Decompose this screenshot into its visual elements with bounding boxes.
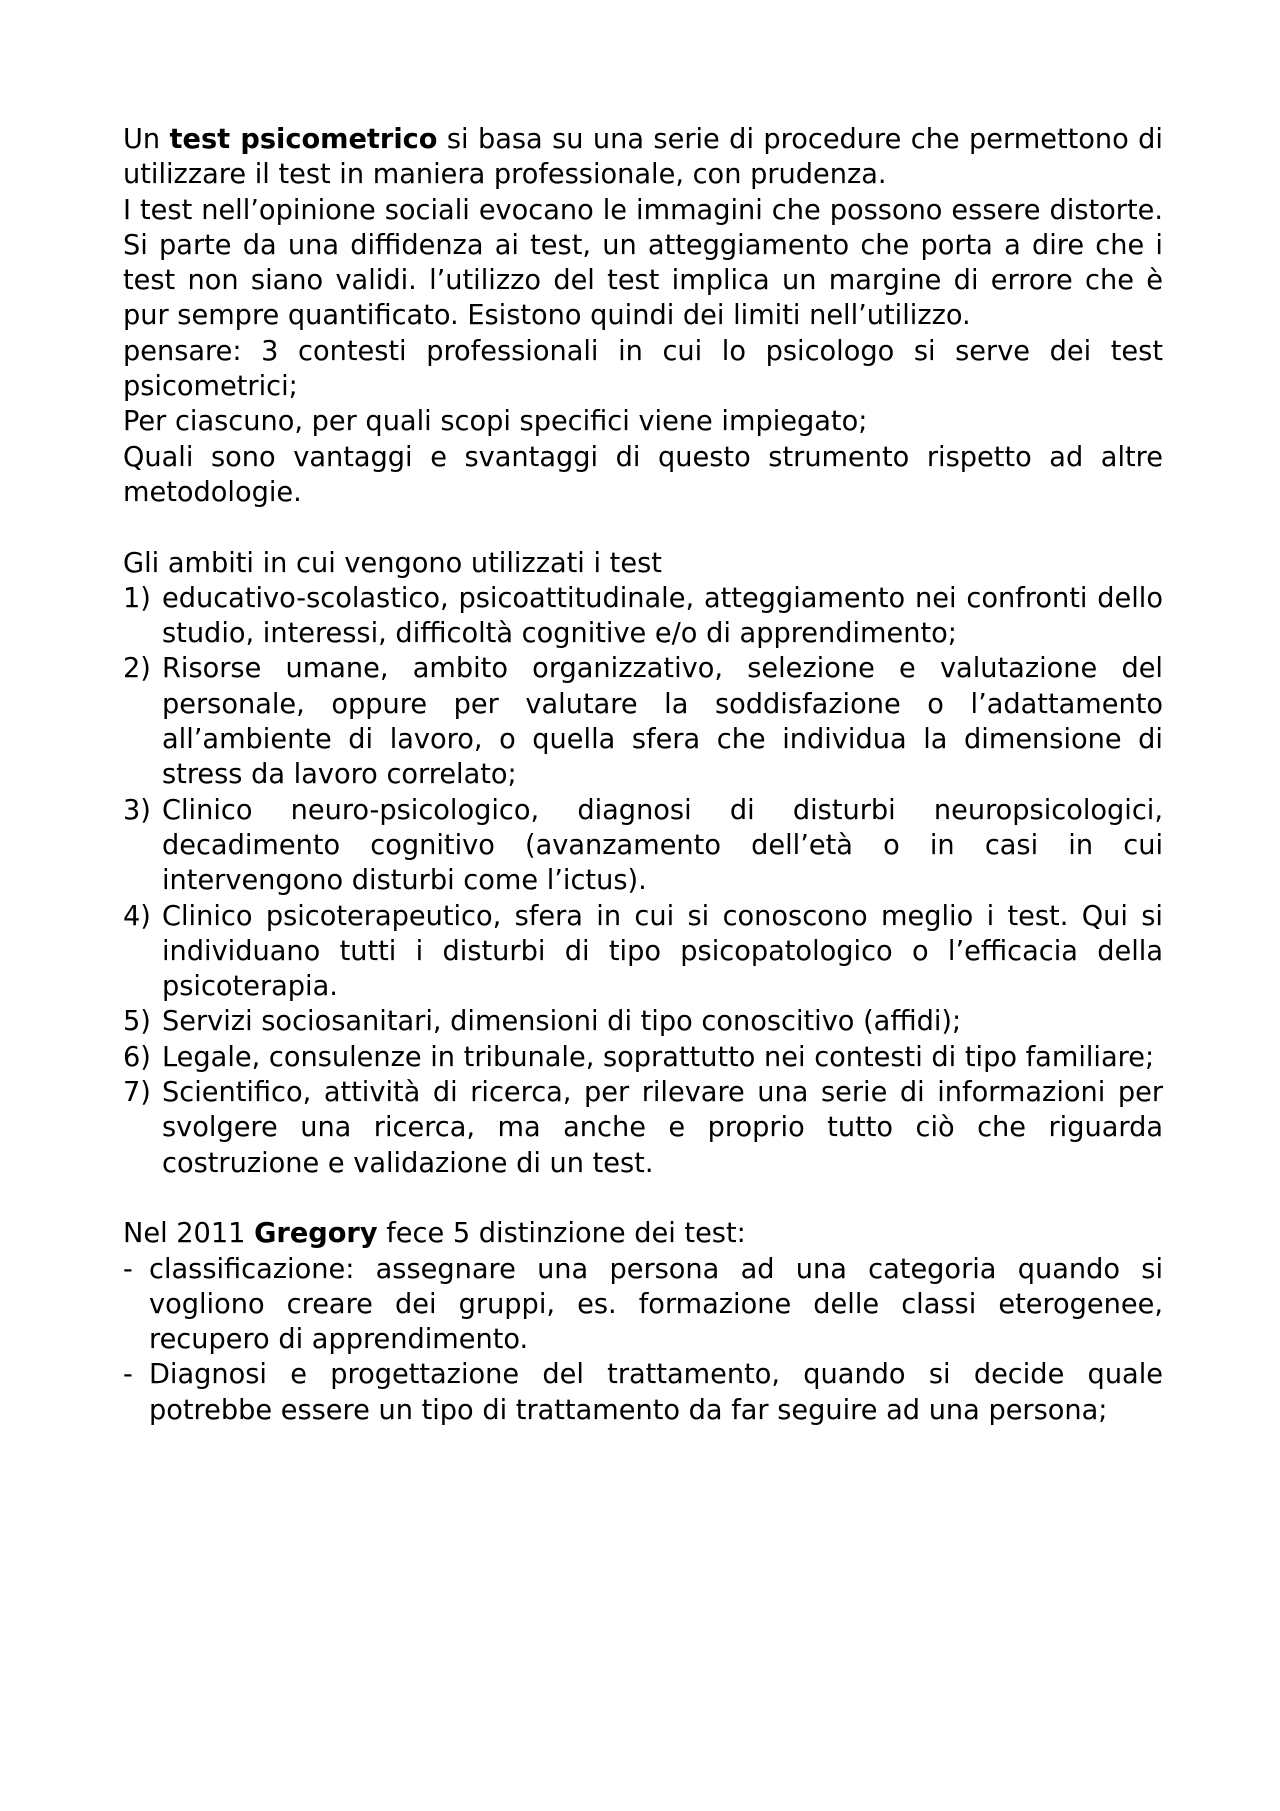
list-bullet: -	[123, 1359, 133, 1391]
list-number: 1)	[123, 582, 151, 614]
list-item	[123, 1040, 1163, 1075]
list-item	[123, 899, 1163, 1005]
spacer	[123, 1181, 1163, 1216]
list-text: educativo-scolastico, psicoattitudinale, atteggiamento nei confronti dello studio, interessi, difficoltà cognitive e/o di apprendimento;	[162, 582, 1163, 650]
intro-lead-word: Un	[123, 124, 161, 155]
gregory-suffix: fece 5 distinzione dei test:	[386, 1218, 746, 1250]
gregory-name: Gregory	[254, 1218, 378, 1250]
intro-bold-term: test psicometrico	[169, 124, 438, 155]
list-number: 3)	[123, 794, 151, 826]
list-text: Clinico neuro-psicologico, diagnosi di disturbi neuropsicologici, decadimento cognitivo (avanzamento dell’età o in casi in cui intervengono disturbi come l’ictus).	[162, 794, 1163, 897]
list-item	[123, 581, 1163, 652]
gregory-heading	[123, 1216, 1163, 1251]
gregory-prefix: Nel 2011	[123, 1218, 246, 1250]
list-item	[123, 1004, 1163, 1039]
question-3: Quali sono vantaggi e svantaggi di questo strumento rispetto ad altre metodologie.	[123, 441, 1163, 508]
spacer	[123, 510, 1163, 545]
list-text: classificazione: assegnare una persona ad una categoria quando si vogliono creare dei gruppi, es. formazione delle classi eterogenee, recupero di apprendimento.	[149, 1253, 1163, 1356]
ambiti-heading: Gli ambiti in cui vengono utilizzati i test	[123, 547, 662, 579]
list-text: Scientifico, attività di ricerca, per rilevare una serie di informazioni per svolgere una ricerca, ma anche e proprio tutto ciò che riguarda costruzione e validazione di un test.	[162, 1077, 1163, 1179]
gregory-list	[123, 1252, 1163, 1428]
question-2: Per ciascuno, per quali scopi specifici viene impiegato;	[123, 406, 868, 438]
list-text: Diagnosi e progettazione del trattamento, quando si decide quale potrebbe essere un tipo di trattamento da far seguire ad una persona;	[149, 1359, 1163, 1426]
list-text: Risorse umane, ambito organizzativo, selezione e valutazione del personale, oppure per valutare la soddisfazione o l’adattamento all’ambiente di lavoro, o quella sfera che individua la dimensione di stress da lavoro correlato;	[162, 653, 1163, 791]
list-text: Legale, consulenze in tribunale, soprattutto nei contesti di tipo familiare;	[162, 1041, 1155, 1073]
ambiti-list	[123, 581, 1163, 1181]
list-text: Clinico psicoterapeutico, sfera in cui si conoscono meglio i test. Qui si individuano tutti i disturbi di tipo psicopatologico o l’efficacia della psicoterapia.	[162, 900, 1163, 1003]
intro-paragraph	[123, 122, 1163, 193]
list-number: 2)	[123, 653, 151, 685]
opinion-paragraph: I test nell’opinione sociali evocano le immagini che possono essere distorte. Si parte da una diffidenza ai test, un atteggiamento che porta a dire che i test non siano validi. l’utilizzo del test implica un margine di errore che è pur sempre quantificato. Esistono quindi dei limiti nell’utilizzo.	[123, 194, 1163, 332]
list-text: Servizi sociosanitari, dimensioni di tipo conoscitivo (affidi);	[162, 1006, 962, 1038]
question-1: pensare: 3 contesti professionali in cui lo psicologo si serve dei test psicometrici;	[123, 335, 1163, 403]
list-number: 4)	[123, 900, 151, 932]
list-item	[123, 1075, 1163, 1181]
list-number: 6)	[123, 1041, 151, 1073]
document-page	[123, 122, 1163, 1428]
intro-text: si basa su una serie di procedure che permettono di utilizzare il test in maniera professionale, con prudenza.	[123, 124, 1163, 191]
list-item	[123, 651, 1163, 792]
list-item	[123, 1252, 1163, 1358]
list-item	[123, 793, 1163, 899]
list-item	[123, 1357, 1163, 1428]
list-number: 7)	[123, 1077, 151, 1109]
list-number: 5)	[123, 1006, 151, 1038]
list-bullet: -	[123, 1253, 133, 1285]
